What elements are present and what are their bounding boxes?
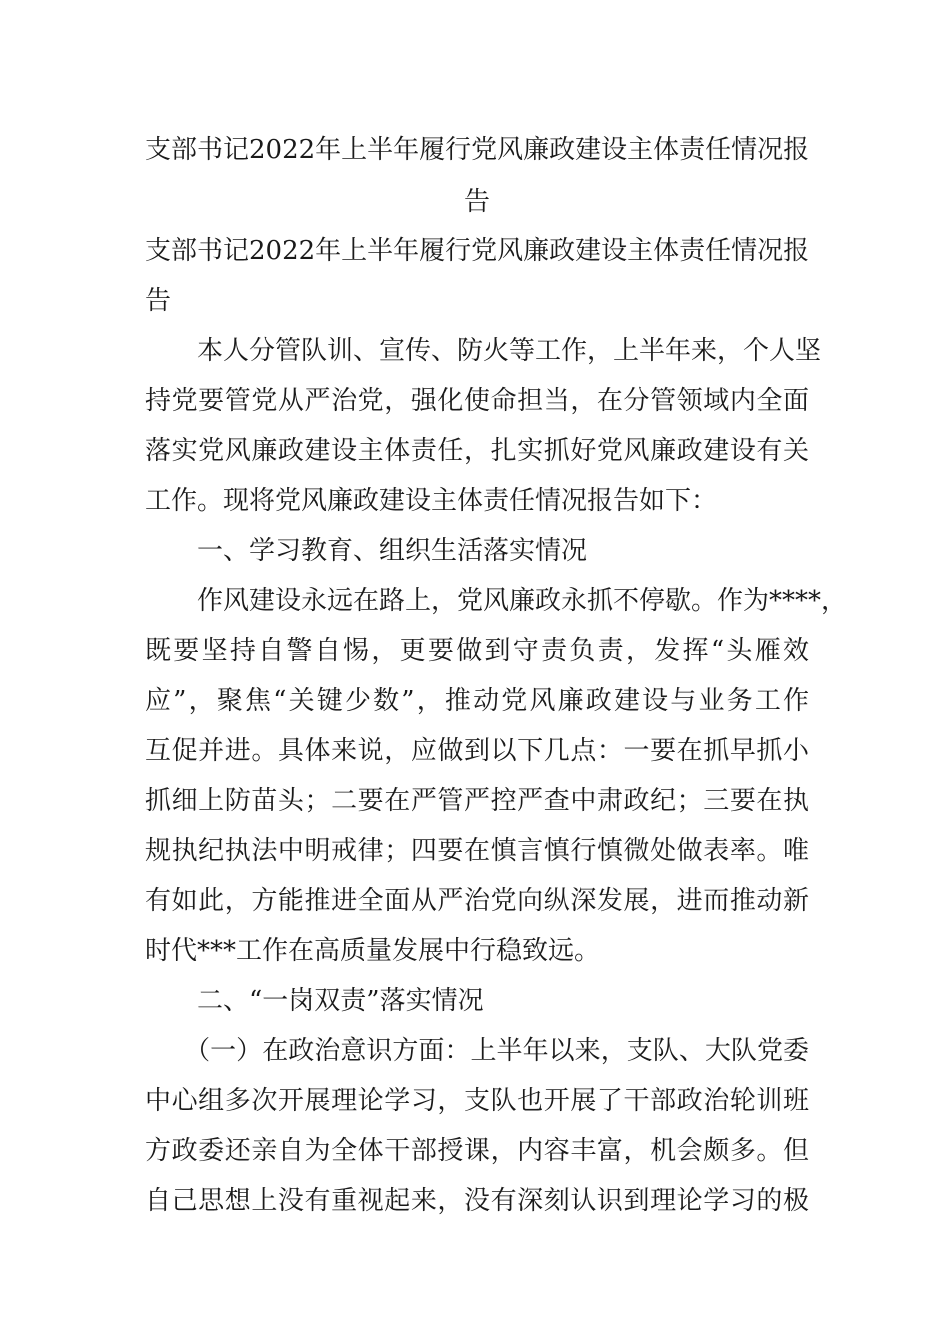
body-line: 作风建设永远在路上，党风廉政永抓不停歇。作为****， (145, 586, 848, 616)
body-line: 抓细上防苗头；二要在严管严控严查中肃政纪；三要在执 (145, 786, 809, 816)
body-line: 时代***工作在高质量发展中行稳致远。 (145, 936, 601, 966)
section-heading-2: 二、“一岗双责”落实情况 (145, 986, 484, 1016)
body-line: 规执纪执法中明戒律；四要在慎言慎行慎微处做表率。唯 (145, 836, 809, 866)
body-line: （一）在政治意识方面：上半年以来，支队、大队党委 (145, 1036, 809, 1066)
body-line: 应”，聚焦“关键少数”，推动党风廉政建设与业务工作 (145, 686, 809, 716)
body-line: 自己思想上没有重视起来，没有深刻认识到理论学习的极 (145, 1186, 809, 1216)
body-line: 互促并进。具体来说，应做到以下几点：一要在抓早抓小 (145, 736, 809, 766)
body-line: 工作。现将党风廉政建设主体责任情况报告如下： (145, 486, 718, 516)
document-subtitle-line-1: 支部书记2022年上半年履行党风廉政建设主体责任情况报 (145, 236, 810, 266)
body-line: 有如此，方能推进全面从严治党向纵深发展，进而推动新 (145, 886, 809, 916)
document-title-line-2: 告 (463, 187, 490, 217)
body-line: 既要坚持自警自惕，更要做到守责负责，发挥“头雁效 (145, 636, 809, 666)
body-line: 落实党风廉政建设主体责任，扎实抓好党风廉政建设有关 (145, 436, 809, 466)
section-heading-1: 一、学习教育、组织生活落实情况 (145, 536, 588, 566)
body-line: 中心组多次开展理论学习，支队也开展了干部政治轮训班 (145, 1086, 809, 1116)
document-subtitle-line-2: 告 (145, 286, 172, 316)
body-line: 方政委还亲自为全体干部授课，内容丰富，机会颇多。但 (145, 1136, 809, 1166)
document-title-line-1: 支部书记2022年上半年履行党风廉政建设主体责任情况报 (145, 135, 810, 165)
body-line: 本人分管队训、宣传、防火等工作，上半年来，个人坚 (145, 336, 822, 366)
body-line: 持党要管党从严治党，强化使命担当，在分管领域内全面 (145, 386, 809, 416)
